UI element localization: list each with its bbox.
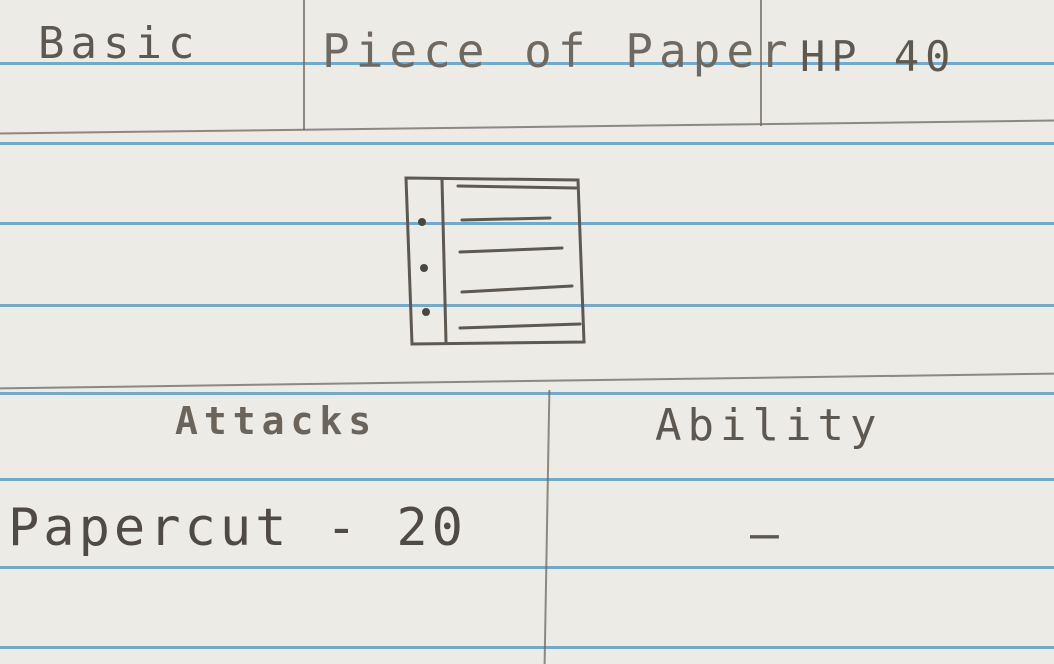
card-stage: Basic bbox=[38, 18, 201, 69]
section-divider bbox=[0, 373, 1054, 390]
ruled-line bbox=[0, 478, 1054, 481]
ability-heading: Ability bbox=[655, 400, 883, 451]
attacks-heading: Attacks bbox=[175, 399, 378, 443]
paper-sheet-icon bbox=[400, 172, 592, 350]
ruled-line bbox=[0, 392, 1054, 395]
ruled-line bbox=[0, 142, 1054, 145]
ability-value: — bbox=[750, 506, 781, 562]
card-name: Piece of Paper bbox=[322, 24, 794, 78]
header-divider bbox=[0, 120, 1054, 135]
bottom-column-divider bbox=[544, 390, 551, 664]
card-hp: HP 40 bbox=[800, 32, 957, 81]
header-column-divider bbox=[303, 0, 305, 130]
attack-papercut: Papercut - 20 bbox=[8, 498, 467, 558]
ruled-line bbox=[0, 566, 1054, 569]
ruled-line bbox=[0, 646, 1054, 649]
